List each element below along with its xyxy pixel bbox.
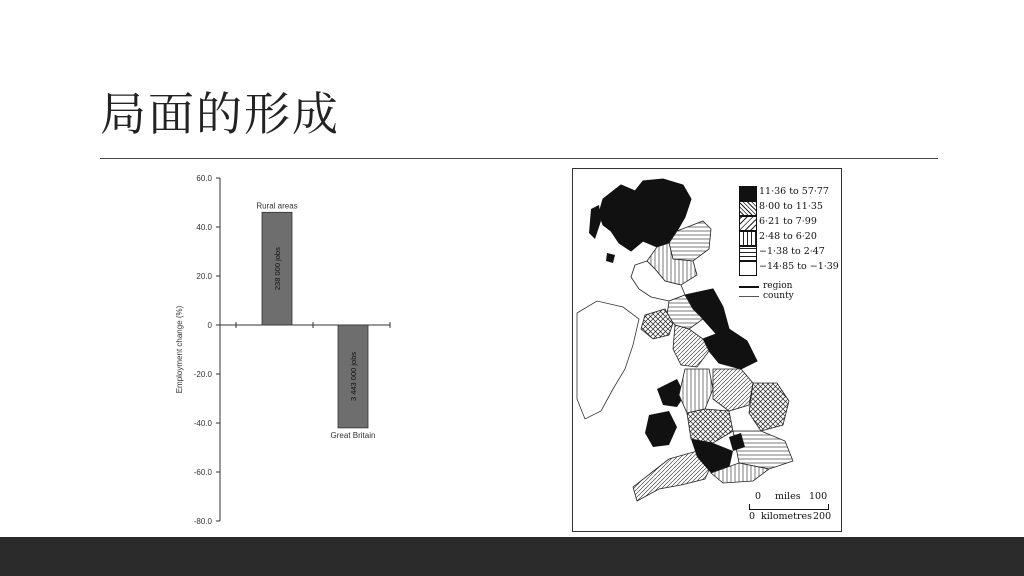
legend-row-1: [739, 185, 839, 200]
legend-row-6: [739, 260, 839, 275]
category-label: Great Britain: [330, 430, 376, 440]
legend-swatch-black: [739, 186, 757, 201]
scale-km-label: kilometres: [761, 511, 813, 522]
legend-swatch-diagonal: [739, 216, 757, 231]
legend-swatch-horizontal: [739, 246, 757, 261]
employment-change-chart: [168, 166, 408, 530]
map-region-lancashire: [673, 325, 709, 367]
legend-swatch-white: [739, 261, 757, 276]
map-region-wales-south: [645, 411, 677, 447]
employment-map-panel: [572, 168, 842, 532]
y-tick-label: -40.0: [193, 419, 212, 428]
map-region-midlands-west: [679, 369, 713, 413]
map-scale: [749, 491, 839, 525]
footer-bar: [0, 537, 1024, 576]
legend-swatch-crosshatch: [739, 201, 757, 216]
legend-label: 11·36 to 57·77: [759, 186, 829, 197]
y-axis-label: Employment change (%): [175, 305, 184, 394]
map-island-west: [589, 205, 601, 239]
scale-bar-line: [749, 504, 829, 510]
map-region-east-anglia: [749, 383, 789, 431]
scale-km-zero: 0: [749, 511, 756, 522]
y-tick-label: -80.0: [193, 517, 212, 526]
scale-km-value: 200: [813, 511, 832, 522]
legend-county-boundary: [739, 291, 839, 301]
county-label: county: [763, 291, 794, 301]
scale-miles-label: miles: [775, 491, 801, 502]
y-tick-label: 0: [207, 321, 212, 330]
legend-label: 8·00 to 11·35: [759, 201, 823, 212]
legend-region-boundary: [739, 281, 839, 291]
y-tick-label: 20.0: [196, 272, 212, 281]
legend-row-5: [739, 245, 839, 260]
scale-miles-value: 100: [809, 491, 828, 502]
title-divider: [100, 158, 938, 159]
slide-title: 局面的形成: [100, 87, 340, 141]
map-region-yorkshire: [703, 329, 757, 369]
map-legend: [739, 185, 839, 301]
legend-row-3: [739, 215, 839, 230]
legend-label: 6·21 to 7·99: [759, 216, 817, 227]
y-tick-label: -60.0: [193, 468, 212, 477]
y-tick-label: 60.0: [196, 174, 212, 183]
map-region-midlands-south: [687, 409, 733, 443]
bar-data-label: 3 443 000 jobs: [349, 351, 358, 402]
map-ireland-outline: [577, 301, 639, 419]
legend-swatch-vertical: [739, 231, 757, 246]
legend-label: 2·48 to 6·20: [759, 231, 817, 242]
legend-row-4: [739, 230, 839, 245]
scale-miles-zero: 0: [755, 491, 762, 502]
map-island-small: [606, 253, 615, 263]
category-label: Rural areas: [256, 201, 298, 211]
bar-data-label: 238 000 jobs: [273, 247, 282, 291]
y-tick-label: -20.0: [193, 370, 212, 379]
county-line: [739, 296, 759, 297]
legend-label: −1·38 to 2·47: [759, 246, 825, 257]
y-tick-label: 40.0: [196, 223, 212, 232]
region-line: [739, 286, 759, 288]
legend-label: −14·85 to −1·39: [759, 261, 839, 272]
legend-row-2: [739, 200, 839, 215]
region-label: region: [763, 281, 793, 291]
map-region-midlands-east: [713, 369, 753, 411]
